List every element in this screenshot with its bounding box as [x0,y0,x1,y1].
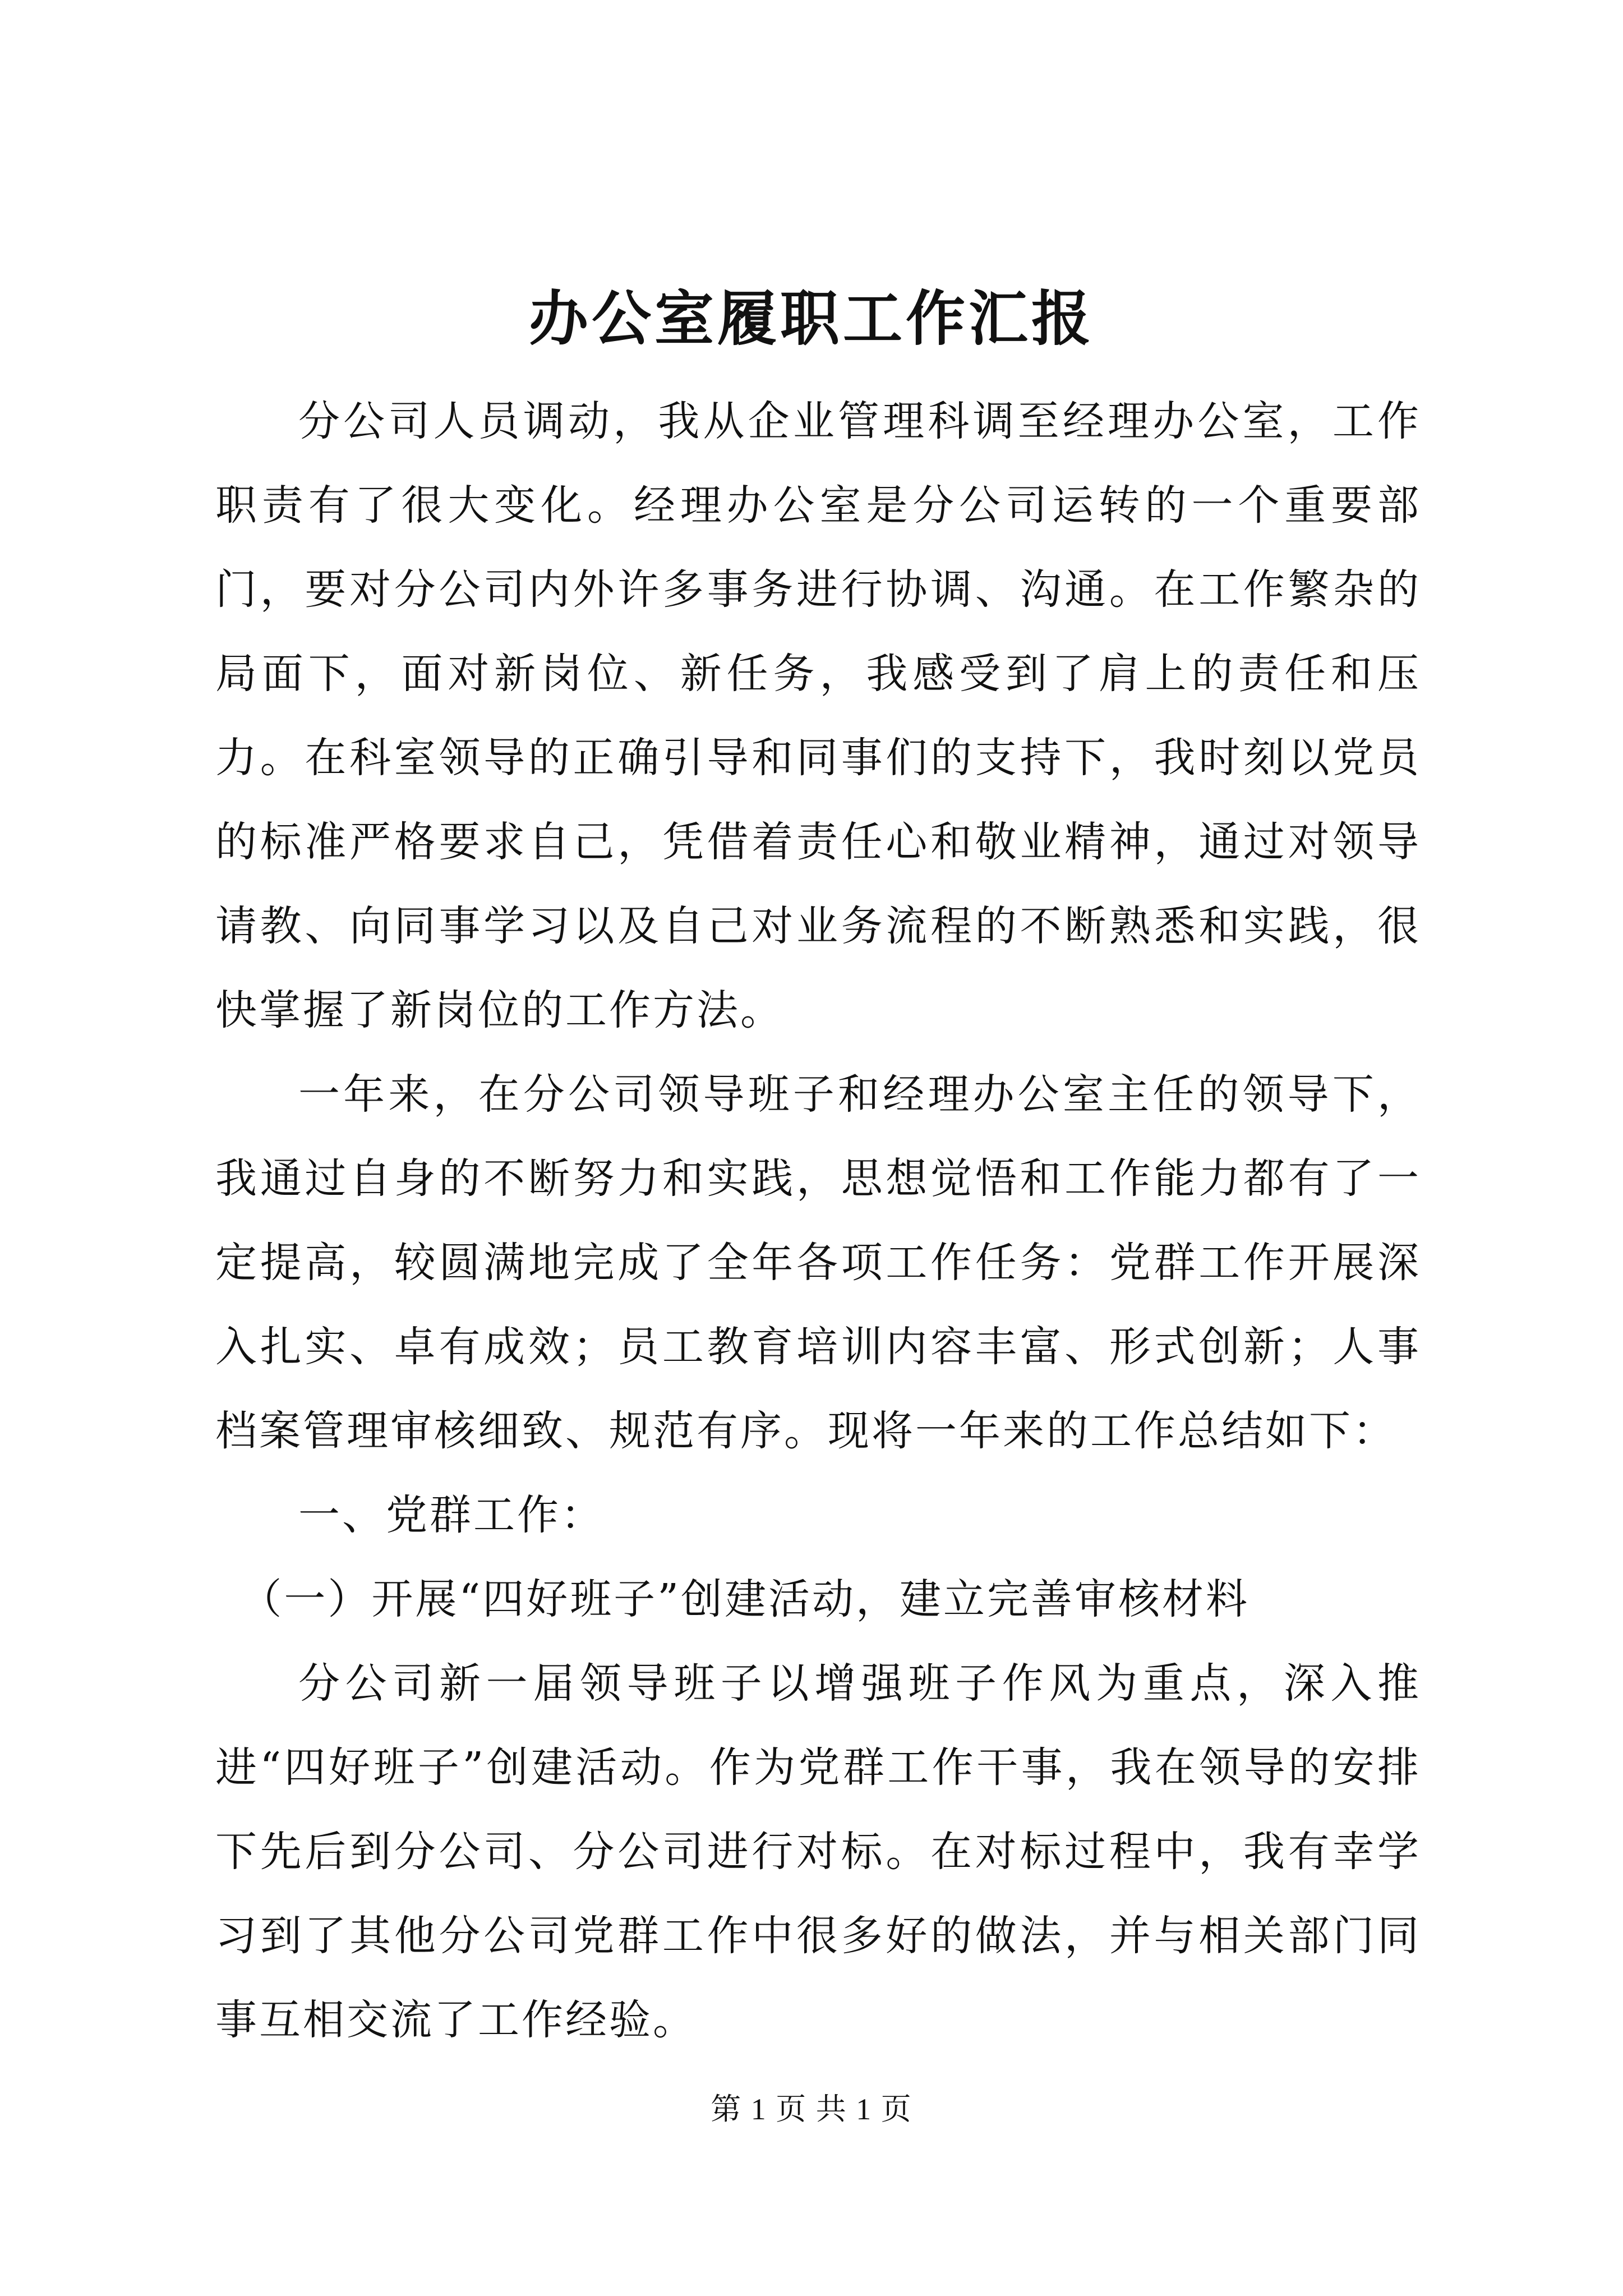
section-heading: 一、党群工作： [298,1491,605,1539]
subsection-heading: （一）开展“四好班子”创建活动，建立完善审核材料 [240,1575,1250,1623]
document-title: 办公室履职工作汇报 [529,283,1094,353]
document-body [215,379,1421,2062]
paragraph-subsection: 分公司新一届领导班子以增强班子作风为重点，深入推进“四好班子”创建活动。作为党群工作干事，我在领导的安排下先后到分公司、分公司进行对标。在对标过程中，我有幸学习到了其他分公司党群工作中很多好的做法，并与相关部门同事互相交流了工作经验。 [215,1659,1421,2044]
paragraph-intro: 分公司人员调动，我从企业管理科调至经理办公室，工作职责有了很大变化。经理办公室是分公司运转的一个重要部门，要对分公司内外许多事务进行协调、沟通。在工作繁杂的局面下，面对新岗位、新任务，我感受到了肩上的责任和压力。在科室领导的正确引导和同事们的支持下，我时刻以党员的标准严格要求自己，凭借着责任心和敬业精神，通过对领导请教、向同事学习以及自己对业务流程的不断熟悉和实践，很快掌握了新岗位的工作方法。 [215,397,1421,1034]
paragraph-summary: 一年来，在分公司领导班子和经理办公室主任的领导下，我通过自身的不断努力和实践，思想觉悟和工作能力都有了一定提高，较圆满地完成了全年各项工作任务：党群工作开展深入扎实、卓有成效；员工教育培训内容丰富、形式创新；人事档案管理审核细致、规范有序。现将一年来的工作总结如下： [215,1070,1421,1455]
page-number-footer: 第 1 页 共 1 页 [711,2092,912,2126]
